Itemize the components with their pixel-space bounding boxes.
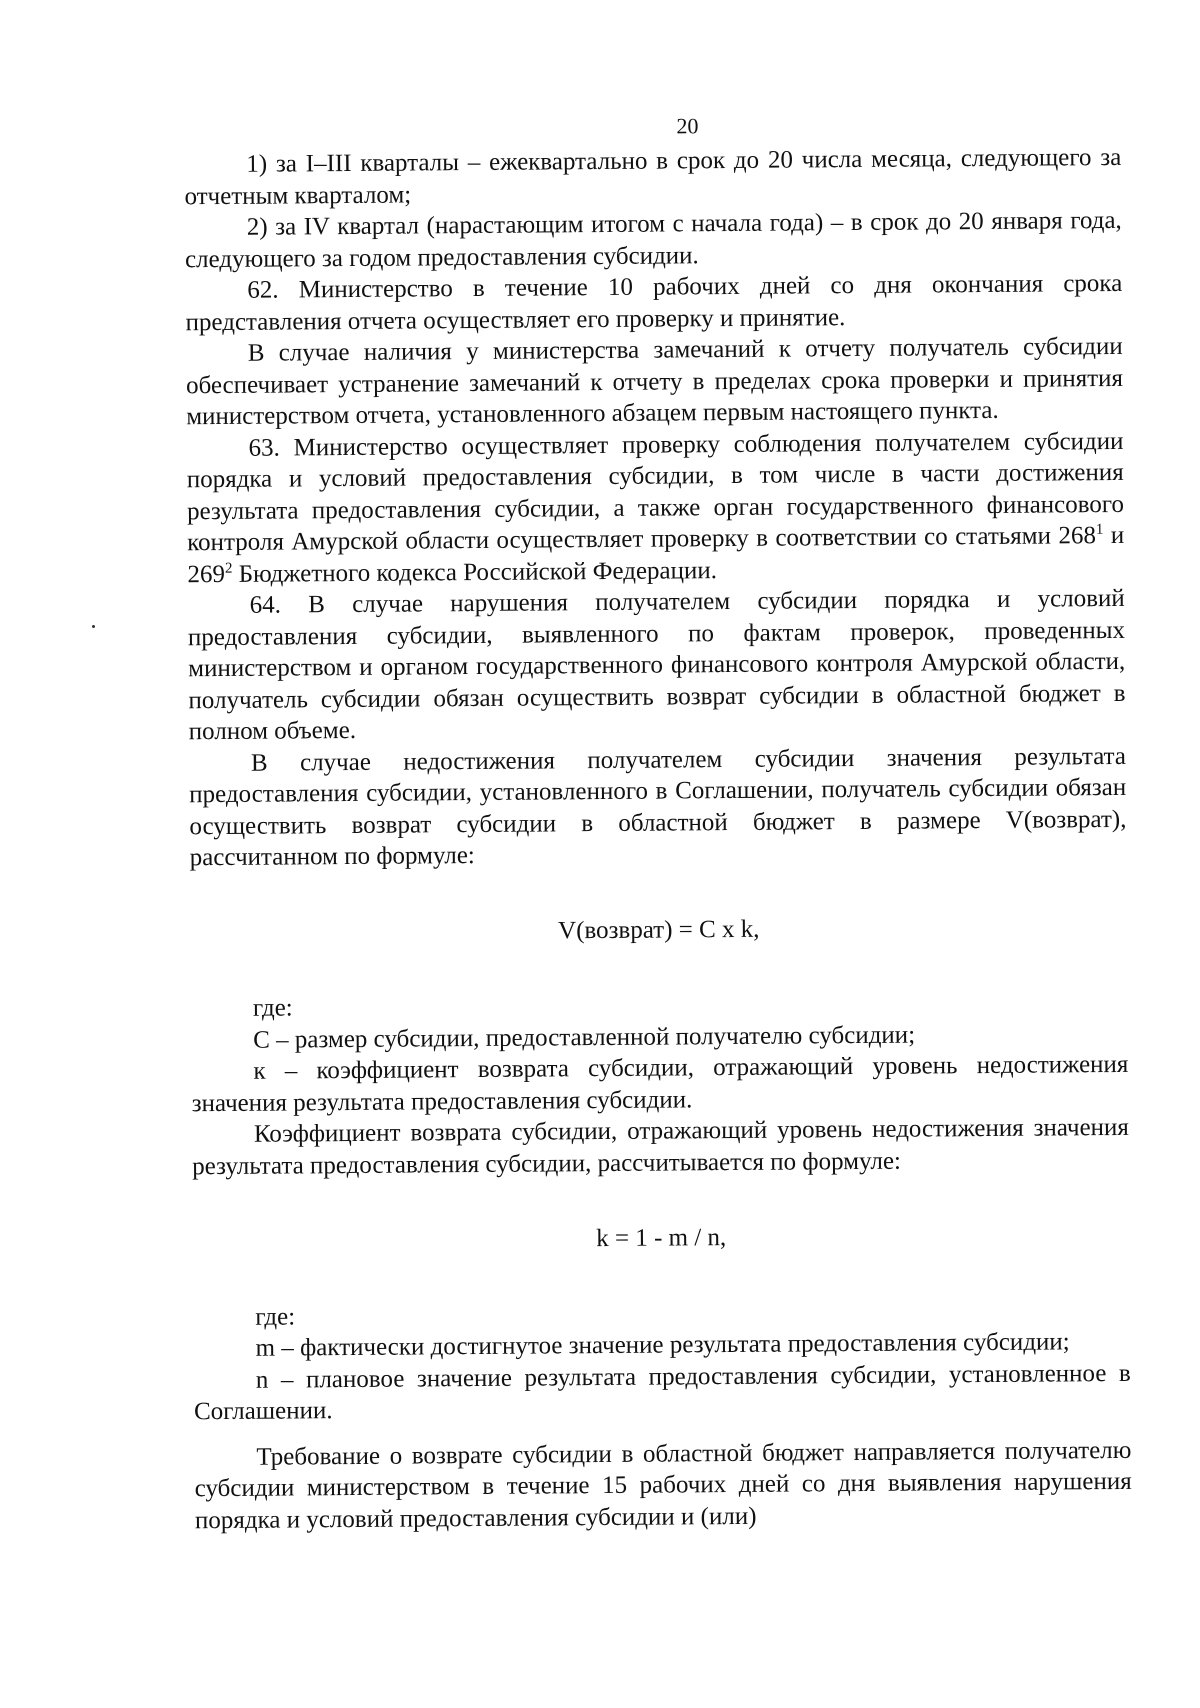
- definition-c: С – размер субсидии, предоставленной получателю субсидии;: [253, 1021, 916, 1054]
- paragraph-return-requirement: Требование о возврате субсидии в областной бюджет направляется получателю субсидии министерством в течение 15 рабочих дней со дня выявления нарушения порядка и условий предоставления субсидии и (или): [194, 1436, 1132, 1534]
- paragraph-63: [186, 425, 1124, 590]
- paragraph-nonachievement: В случае недостижения получателем субсидии значения результата предоставления субсидии, установленного в Соглашении, получатель субсидии обязан осуществить возврат субсидии в областной бюджет в размере V(возврат), рассчитанном по формуле:: [189, 742, 1127, 872]
- scan-speck: [92, 625, 95, 628]
- paragraph-62: 62. Министерство в течение 10 рабочих дней со дня окончания срока представления отчета осуществляет его проверку и принятие.: [185, 269, 1123, 336]
- paragraph-63-text-c: Бюджетного кодекса Российской Федерации.: [232, 556, 718, 588]
- paragraph-coefficient: Коэффициент возврата субсидии, отражающий уровень недостижения значения результата предоставления субсидии, рассчитывается по формуле:: [192, 1113, 1129, 1180]
- superscript-2: 2: [224, 560, 233, 577]
- paragraph-remarks: В случае наличия у министерства замечаний к отчету получатель субсидии обеспечивает устранение замечаний к отчету в пределах срока проверки и принятия министерством отчета, установленного абзацем первым настоящего пункта.: [185, 332, 1124, 431]
- paragraph-quarters-1-3: 1) за I–III кварталы – ежеквартально в срок до 20 числа месяца, следующего за отчетным кварталом;: [184, 143, 1122, 210]
- paragraph-63-text-a: 63. Министерство осуществляет проверку соблюдения получателем субсидии порядка и условий предоставления субсидии, в том числе в части достижения результата предоставления субсидии, а также орган государственного финансового контроля Амурской области осуществляет проверку в соответствии со статьями 268: [186, 427, 1125, 557]
- superscript-1: 1: [1095, 521, 1104, 538]
- paragraph-63-text-b: и 269: [187, 521, 1125, 588]
- where-label-2: где:: [255, 1302, 296, 1331]
- page-number: 20: [676, 113, 699, 139]
- definition-m: m – фактически достигнутое значение результата предоставления субсидии;: [255, 1328, 1070, 1362]
- formula-return-volume: V(возврат) = C x k,: [557, 915, 760, 944]
- paragraph-64: 64. В случае нарушения получателем субсидии порядка и условий предоставления субсидии, выявленного по фактам проверок, проведенных министерством и органом государственного финансового контроля Амурской области, получатель субсидии обязан осуществить возврат субсидии в областной бюджет в полном объеме.: [187, 584, 1126, 746]
- definition-k: к – коэффициент возврата субсидии, отражающий уровень недостижения значения результата предоставления субсидии.: [191, 1050, 1129, 1117]
- where-label-1: где:: [252, 994, 293, 1022]
- formula-coefficient: k = 1 - m / n,: [596, 1224, 727, 1253]
- definition-n: n – плановое значение результата предоставления субсидии, установленное в Соглашении.: [193, 1359, 1131, 1426]
- paragraph-quarter-4: 2) за IV квартал (нарастающим итогом с начала года) – в срок до 20 января года, следующего за годом предоставления субсидии.: [184, 206, 1122, 273]
